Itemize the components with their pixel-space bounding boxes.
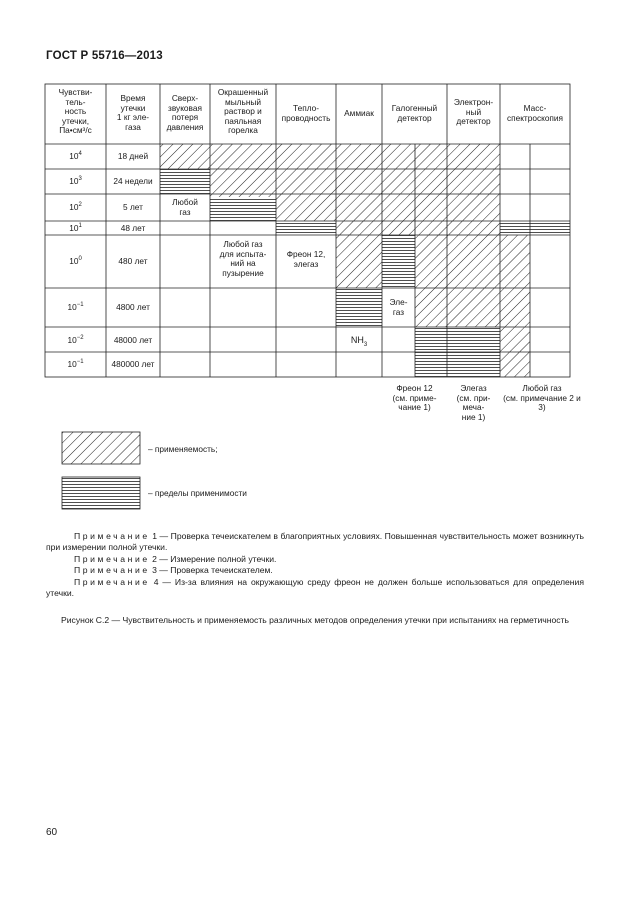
- footnote-any-gas: Любой газ (см. примечание 2 и 3): [503, 383, 581, 413]
- row-sensitivity: $10^{-1}$: [67, 302, 84, 312]
- label-nh3: $NH_3$: [350, 335, 368, 348]
- hatch-overpressure: [160, 144, 210, 169]
- hatch-thermal: [276, 144, 336, 221]
- note-3: Примечание 3 — Проверка течеискателем.: [74, 565, 273, 576]
- document-code: ГОСТ Р 55716—2013: [46, 50, 163, 62]
- row-leak-time: 18 дней: [117, 151, 149, 161]
- footnote-elegas: Элегаз (см. при- меча- ние 1): [456, 383, 491, 422]
- limits-overpressure: [160, 169, 210, 194]
- row-leak-time: 5 лет: [123, 202, 143, 212]
- header-thermal-conductivity: Тепло- проводность: [281, 103, 331, 123]
- limits-halogen: [382, 235, 415, 288]
- row-leak-time: 480 лет: [118, 256, 148, 266]
- row-sensitivity: $10^{-1}$: [67, 359, 84, 369]
- row-leak-time: 48000 лет: [113, 335, 153, 345]
- header-mass-spectroscopy: Масс- спектроскопия: [506, 103, 564, 123]
- row-sensitivity: $10^2$: [69, 202, 82, 212]
- legend-swatch-applicability: [62, 432, 140, 464]
- limits-thermal: [276, 221, 336, 235]
- legend-applicability: – применяемость;: [148, 444, 218, 454]
- limits-ammonia: [336, 288, 382, 327]
- header-leak-time: Время утечки 1 кг эле- газа: [116, 93, 150, 132]
- hatch-soap: [210, 144, 276, 197]
- label-elegas: Эле- газ: [389, 297, 408, 317]
- footnote-freon: Фреон 12 (см. приме- чание 1): [392, 383, 437, 413]
- note-2: Примечание 2 — Измерение полной утечки.: [74, 553, 277, 564]
- legend-limits: – пределы применимости: [148, 488, 247, 498]
- label-any-gas-bubbling: Любой газ для испыта- ний на пузырение: [219, 239, 267, 278]
- header-overpressure-loss: Сверх- звуковая потеря давления: [166, 93, 204, 132]
- row-leak-time: 4800 лет: [116, 302, 150, 312]
- header-electronic-detector: Электрон- ный детектор: [453, 97, 494, 127]
- label-freon-elegas: Фреон 12, элегаз: [286, 249, 326, 269]
- header-halogen-detector: Галогенный детектор: [391, 103, 438, 123]
- header-sensitivity: Чувстви- тель- ность утечки, Па•см³/с: [58, 87, 93, 136]
- row-sensitivity: $10^0$: [69, 256, 82, 266]
- row-sensitivity: $10^1$: [69, 223, 82, 233]
- note-1: Примечание 1 — Проверка течеискателем в благоприятных условиях. Повышенная чувствительность может возникнуть при измерении полной утечки.: [46, 531, 584, 553]
- hatch-mass-spec: [500, 235, 530, 377]
- limits-soap: [210, 197, 276, 221]
- row-sensitivity: $10^3$: [69, 176, 82, 186]
- label-any-gas: Любой газ: [172, 197, 198, 217]
- figure-caption: Рисунок С.2 — Чувствительность и применяемость различных методов определения утечки при испытаниях на герметичность: [60, 615, 569, 625]
- header-soap-solution: Окрашенный мыльный раствор и паяльная горелка: [217, 87, 269, 136]
- page-number: 60: [46, 827, 58, 838]
- hatch-halogen-col: [415, 144, 447, 327]
- row-leak-time: 24 недели: [113, 176, 153, 186]
- hatch-ammonia: [336, 144, 382, 288]
- row-leak-time: 48 лет: [120, 223, 146, 233]
- row-sensitivity: $10^{-2}$: [67, 335, 84, 345]
- legend-swatch-limits: [62, 477, 140, 509]
- note-4: Примечание 4 — Из-за влияния на окружающую среду фреон не должен больше использоваться для определения утечки.: [46, 576, 584, 599]
- header-ammonia: Аммиак: [344, 108, 374, 118]
- row-sensitivity: $10^4$: [69, 151, 82, 161]
- row-leak-time: 480000 лет: [111, 359, 155, 369]
- notes-block: [46, 531, 584, 599]
- hatch-electronic: [447, 144, 500, 327]
- limits-mass-spec: [500, 221, 570, 235]
